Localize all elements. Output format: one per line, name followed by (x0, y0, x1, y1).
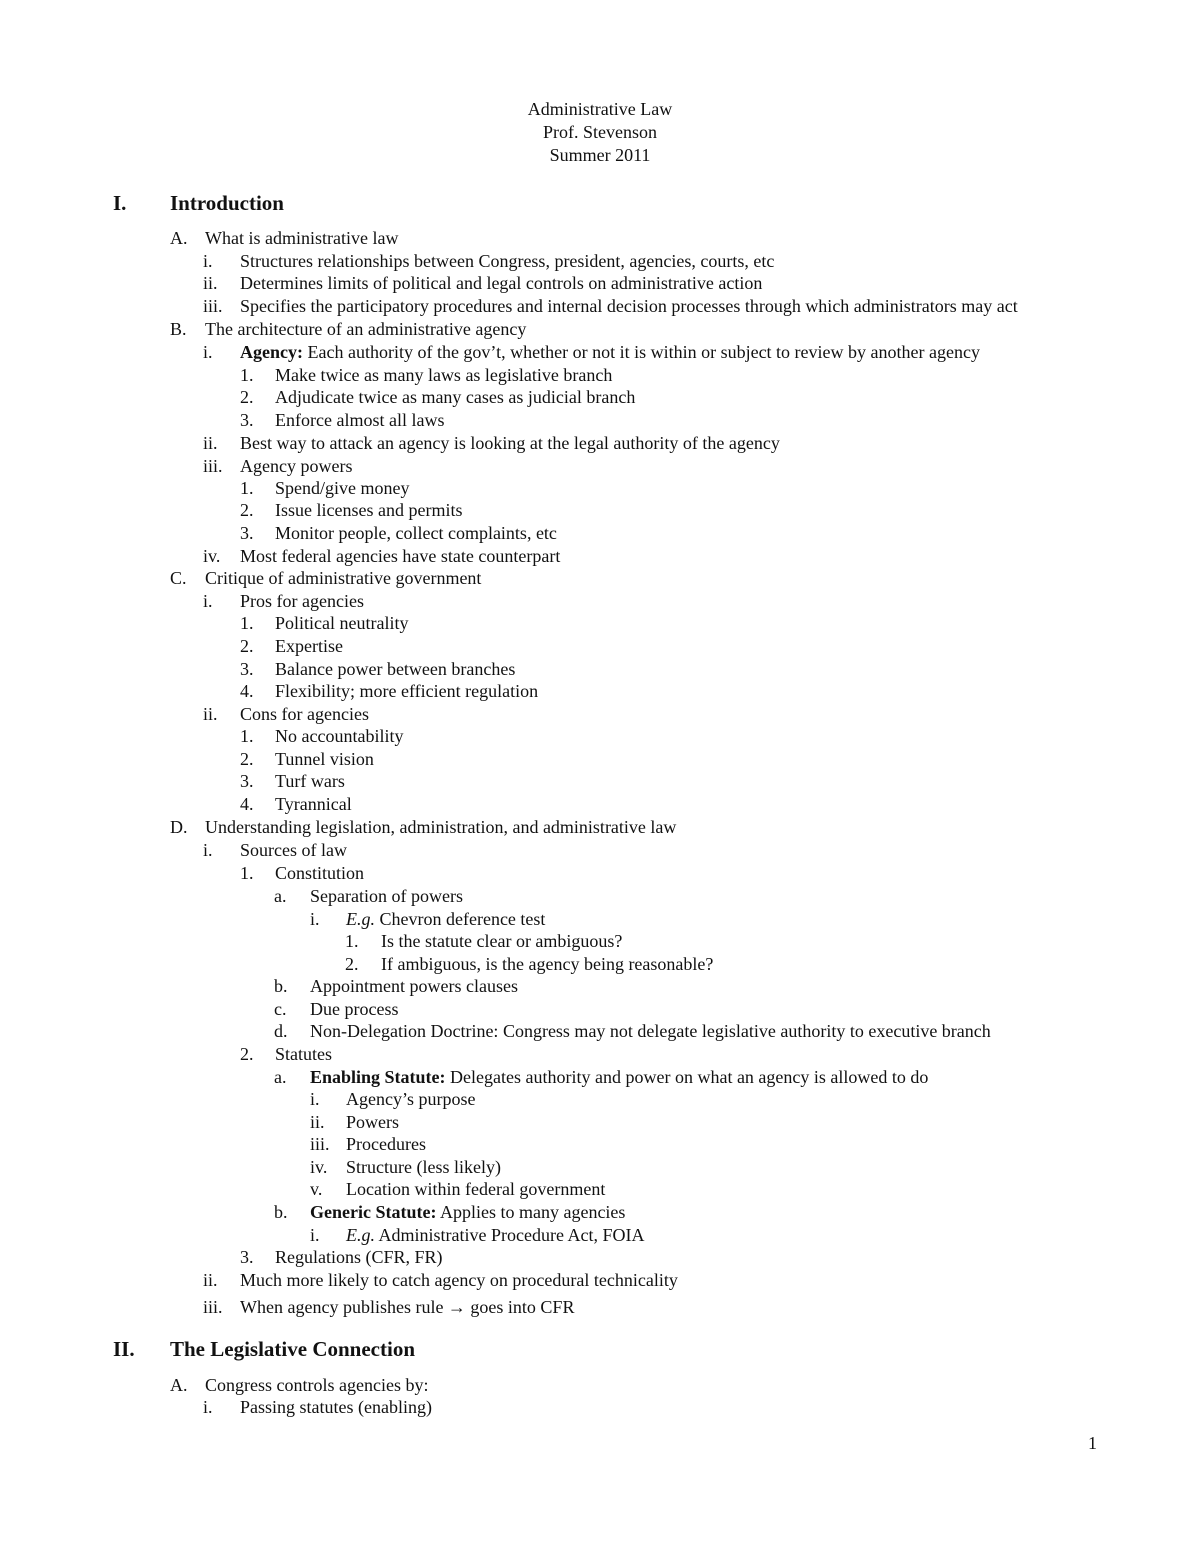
outline-marker: 2. (345, 954, 359, 974)
outline-text (381, 953, 713, 975)
outline-text (310, 998, 398, 1020)
outline-marker: 1. (240, 726, 254, 746)
outline-marker: i. (310, 1225, 320, 1245)
outline-text (275, 1246, 443, 1268)
outline-marker: iii. (203, 1297, 223, 1317)
outline-text (310, 975, 518, 997)
outline-marker: d. (274, 1021, 288, 1041)
outline-text (275, 635, 343, 657)
outline-text-body: Applies to many agencies (436, 1202, 626, 1222)
outline-marker: c. (274, 999, 287, 1019)
outline-marker: B. (170, 319, 187, 339)
outline-text-body: Sources of law (240, 840, 347, 860)
outline-text (205, 318, 526, 340)
bold-term: Generic Statute: (310, 1202, 437, 1222)
outline-marker: iv. (310, 1157, 328, 1177)
outline-text-body: Cons for agencies (240, 704, 369, 724)
outline-text (240, 250, 774, 272)
outline-text (240, 545, 560, 567)
outline-text-body: Administrative Procedure Act, FOIA (375, 1225, 645, 1245)
outline-text-body: No accountability (275, 726, 404, 746)
italic-abbrev: E.g. (346, 1225, 375, 1245)
outline-text (275, 725, 403, 747)
bold-term: Agency: (240, 342, 303, 362)
outline-text-body: Pros for agencies (240, 591, 364, 611)
outline-text (170, 1338, 415, 1360)
outline-text (240, 839, 347, 861)
outline-text-body: Delegates authority and power on what an agency is allowed to do (445, 1067, 929, 1087)
page-number: 1 (1088, 1433, 1097, 1453)
outline-text-body: If ambiguous, is the agency being reasonable? (381, 954, 714, 974)
outline-text (240, 295, 1018, 317)
term: Summer 2011 (549, 145, 651, 165)
outline-text (240, 341, 980, 363)
outline-text (205, 816, 676, 838)
outline-text-body: Adjudicate twice as many cases as judicial branch (275, 387, 636, 407)
outline-marker: 3. (240, 523, 254, 543)
outline-marker: II. (113, 1337, 135, 1361)
outline-text (205, 1374, 428, 1396)
outline-text-body: The Legislative Connection (170, 1337, 415, 1361)
outline-text (205, 567, 481, 589)
outline-text-body: What is administrative law (205, 228, 399, 248)
outline-text-body: Political neutrality (275, 613, 409, 633)
outline-text (346, 1133, 426, 1155)
outline-text (275, 499, 462, 521)
outline-text (240, 703, 369, 725)
outline-text-body: Best way to attack an agency is looking at the legal authority of the agency (240, 433, 780, 453)
outline-marker: ii. (203, 273, 218, 293)
outline-text (275, 477, 409, 499)
outline-text-body: Passing statutes (enabling) (240, 1397, 432, 1417)
outline-marker: C. (170, 568, 187, 588)
outline-marker: i. (310, 1089, 320, 1109)
outline-text (240, 1296, 574, 1318)
outline-marker: 3. (240, 1247, 254, 1267)
italic-abbrev: E.g. (346, 909, 375, 929)
outline-text (275, 748, 374, 770)
outline-text (170, 192, 284, 214)
outline-marker: ii. (310, 1112, 325, 1132)
outline-text-body: Specifies the participatory procedures and internal decision processes through which administrators may act (240, 296, 1018, 316)
outline-marker: 1. (345, 931, 359, 951)
outline-text (205, 227, 398, 249)
outline-marker: 2. (240, 387, 254, 407)
outline-marker: i. (203, 251, 213, 271)
outline-text-body: Each authority of the gov’t, whether or not it is within or subject to review by another agency (302, 342, 980, 362)
outline-text-body: Enforce almost all laws (275, 410, 445, 430)
outline-marker: v. (310, 1179, 323, 1199)
outline-marker: D. (170, 817, 188, 837)
outline-marker: I. (113, 191, 127, 215)
outline-marker: 2. (240, 749, 254, 769)
outline-text (275, 612, 408, 634)
outline-text-body: Turf wars (275, 771, 345, 791)
outline-text (346, 1088, 475, 1110)
outline-text (240, 1396, 432, 1418)
outline-text (346, 908, 545, 930)
outline-text (310, 1201, 625, 1223)
outline-text-body: Introduction (170, 191, 284, 215)
outline-text (275, 658, 515, 680)
outline-text-body: Appointment powers clauses (310, 976, 518, 996)
outline-marker: ii. (203, 704, 218, 724)
outline-text-body: Issue licenses and permits (275, 500, 463, 520)
outline-marker: a. (274, 1067, 287, 1087)
outline-text (346, 1111, 399, 1133)
outline-text-body: Powers (346, 1112, 399, 1132)
outline-marker: 3. (240, 659, 254, 679)
outline-text-body: Most federal agencies have state counterpart (240, 546, 561, 566)
outline-text-body: Congress controls agencies by: (205, 1375, 429, 1395)
outline-text-body: Tyrannical (275, 794, 352, 814)
outline-text (275, 409, 444, 431)
outline-text-body: Spend/give money (275, 478, 410, 498)
outline-marker: 2. (240, 1044, 254, 1064)
outline-text-body: Determines limits of political and legal controls on administrative action (240, 273, 763, 293)
professor-name: Prof. Stevenson (543, 122, 657, 142)
outline-marker: a. (274, 886, 287, 906)
outline-marker: A. (170, 1375, 188, 1395)
outline-text-body: The architecture of an administrative agency (205, 319, 527, 339)
outline-text-body: Make twice as many laws as legislative branch (275, 365, 613, 385)
outline-text-body: Structure (less likely) (346, 1157, 501, 1177)
outline-text (275, 1043, 332, 1065)
outline-marker: b. (274, 976, 288, 996)
outline-marker: 4. (240, 794, 254, 814)
course-title: Administrative Law (527, 99, 673, 119)
outline-text (275, 364, 612, 386)
outline-text-body: Expertise (275, 636, 343, 656)
outline-marker: 3. (240, 771, 254, 791)
outline-text (275, 680, 538, 702)
outline-text-body: Is the statute clear or ambiguous? (381, 931, 623, 951)
outline-marker: b. (274, 1202, 288, 1222)
outline-text-body: Structures relationships between Congress, president, agencies, courts, etc (240, 251, 775, 271)
outline-text-body: Procedures (346, 1134, 426, 1154)
outline-marker: 1. (240, 613, 254, 633)
outline-text (381, 930, 622, 952)
outline-text (275, 862, 364, 884)
outline-text-body: Regulations (CFR, FR) (275, 1247, 443, 1267)
outline-marker: i. (203, 591, 213, 611)
outline-marker: iii. (203, 456, 223, 476)
outline-text-body: Flexibility; more efficient regulation (275, 681, 539, 701)
outline-marker: iii. (310, 1134, 330, 1154)
outline-text-body: Non-Delegation Doctrine: Congress may not delegate legislative authority to executive branch (310, 1021, 991, 1041)
outline-marker: 2. (240, 500, 254, 520)
outline-text (346, 1178, 605, 1200)
outline-text (275, 522, 557, 544)
outline-text (240, 1269, 678, 1291)
outline-text-body: Much more likely to catch agency on procedural technicality (240, 1270, 678, 1290)
outline-text-body: Location within federal government (346, 1179, 606, 1199)
outline-marker: 1. (240, 478, 254, 498)
outline-text-body: When agency publishes rule → goes into CFR (240, 1297, 575, 1317)
outline-text (240, 272, 762, 294)
outline-text-body: Agency powers (240, 456, 353, 476)
outline-text-body: Separation of powers (310, 886, 463, 906)
outline-marker: A. (170, 228, 188, 248)
bold-term: Enabling Statute: (310, 1067, 446, 1087)
outline-text (346, 1224, 644, 1246)
outline-marker: iii. (203, 296, 223, 316)
outline-text (310, 1066, 928, 1088)
outline-text (240, 432, 780, 454)
outline-marker: i. (203, 1397, 213, 1417)
document-header (0, 98, 1200, 167)
outline-marker: i. (203, 840, 213, 860)
outline-text (310, 1020, 991, 1042)
outline-text (275, 770, 345, 792)
outline-text-body: Constitution (275, 863, 365, 883)
outline-marker: 1. (240, 365, 254, 385)
outline-marker: 4. (240, 681, 254, 701)
outline-text (275, 793, 352, 815)
outline-text (240, 590, 364, 612)
outline-text-body: Due process (310, 999, 399, 1019)
outline-text-body: Tunnel vision (275, 749, 374, 769)
outline-marker: i. (310, 909, 320, 929)
outline-marker: 3. (240, 410, 254, 430)
outline-text-body: Statutes (275, 1044, 332, 1064)
outline-text-body: Balance power between branches (275, 659, 516, 679)
outline-marker: ii. (203, 433, 218, 453)
outline-marker: iv. (203, 546, 221, 566)
outline-marker: 1. (240, 863, 254, 883)
outline-text-body: Chevron deference test (375, 909, 546, 929)
outline-text-body: Understanding legislation, administration, and administrative law (205, 817, 677, 837)
outline-text (240, 455, 352, 477)
outline-marker: i. (203, 342, 213, 362)
outline-text-body: Critique of administrative government (205, 568, 482, 588)
outline-marker: 2. (240, 636, 254, 656)
outline-text-body: Agency’s purpose (346, 1089, 476, 1109)
outline-text (275, 386, 635, 408)
outline-text (346, 1156, 501, 1178)
outline-text-body: Monitor people, collect complaints, etc (275, 523, 557, 543)
outline-text (310, 885, 463, 907)
outline-marker: ii. (203, 1270, 218, 1290)
